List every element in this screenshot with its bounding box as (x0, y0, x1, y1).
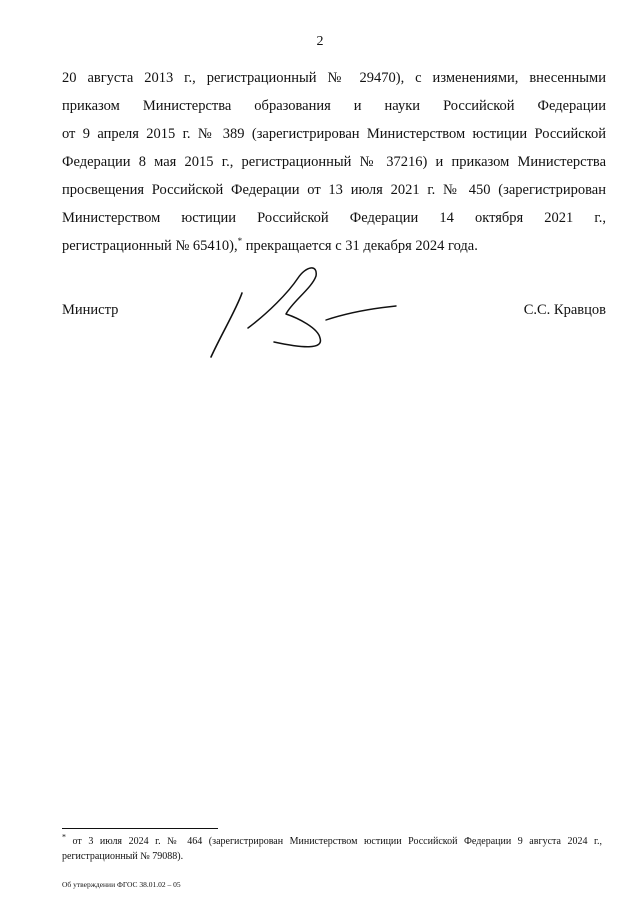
footnote-separator (62, 828, 218, 829)
footnote (62, 834, 602, 864)
document-footer-reference: Об утверждении ФГОС 38.01.02 – 05 (62, 880, 181, 889)
handwritten-signature (200, 258, 410, 368)
footnote-line (62, 834, 602, 849)
body-last-line-start: регистрационный № 65410), (62, 238, 238, 254)
body-line: от 9 апреля 2015 г. № 389 (зарегистрирован Министерством юстиции Российской (62, 126, 606, 142)
body-line: 20 августа 2013 г., регистрационный № 29470), с изменениями, внесенными (62, 70, 606, 86)
footnote-line: регистрационный № 79088). (62, 851, 184, 862)
body-last-line-end: прекращается с 31 декабря 2024 года. (242, 238, 478, 254)
footnote-mark: * (62, 832, 66, 842)
page-number: 2 (316, 34, 324, 49)
body-line: просвещения Российской Федерации от 13 июля 2021 г. № 450 (зарегистрирован (62, 182, 606, 198)
signatory-name: С.С. Кравцов (523, 302, 606, 318)
footnote-text-line1: от 3 июля 2024 г. № 464 (зарегистрирован Министерством юстиции Российской Федерации 9 августа 2024 г., (66, 836, 602, 847)
body-line: приказом Министерства образования и науки Российской Федерации (62, 98, 606, 114)
body-line-last (62, 232, 606, 260)
body-line: Федерации 8 мая 2015 г., регистрационный № 37216) и приказом Министерства (62, 154, 606, 170)
footnote-reference-mark: * (237, 236, 243, 247)
signatory-role: Министр (62, 302, 119, 318)
body-text (62, 64, 606, 260)
body-line: Министерством юстиции Российской Федерации 14 октября 2021 г., (62, 210, 606, 226)
